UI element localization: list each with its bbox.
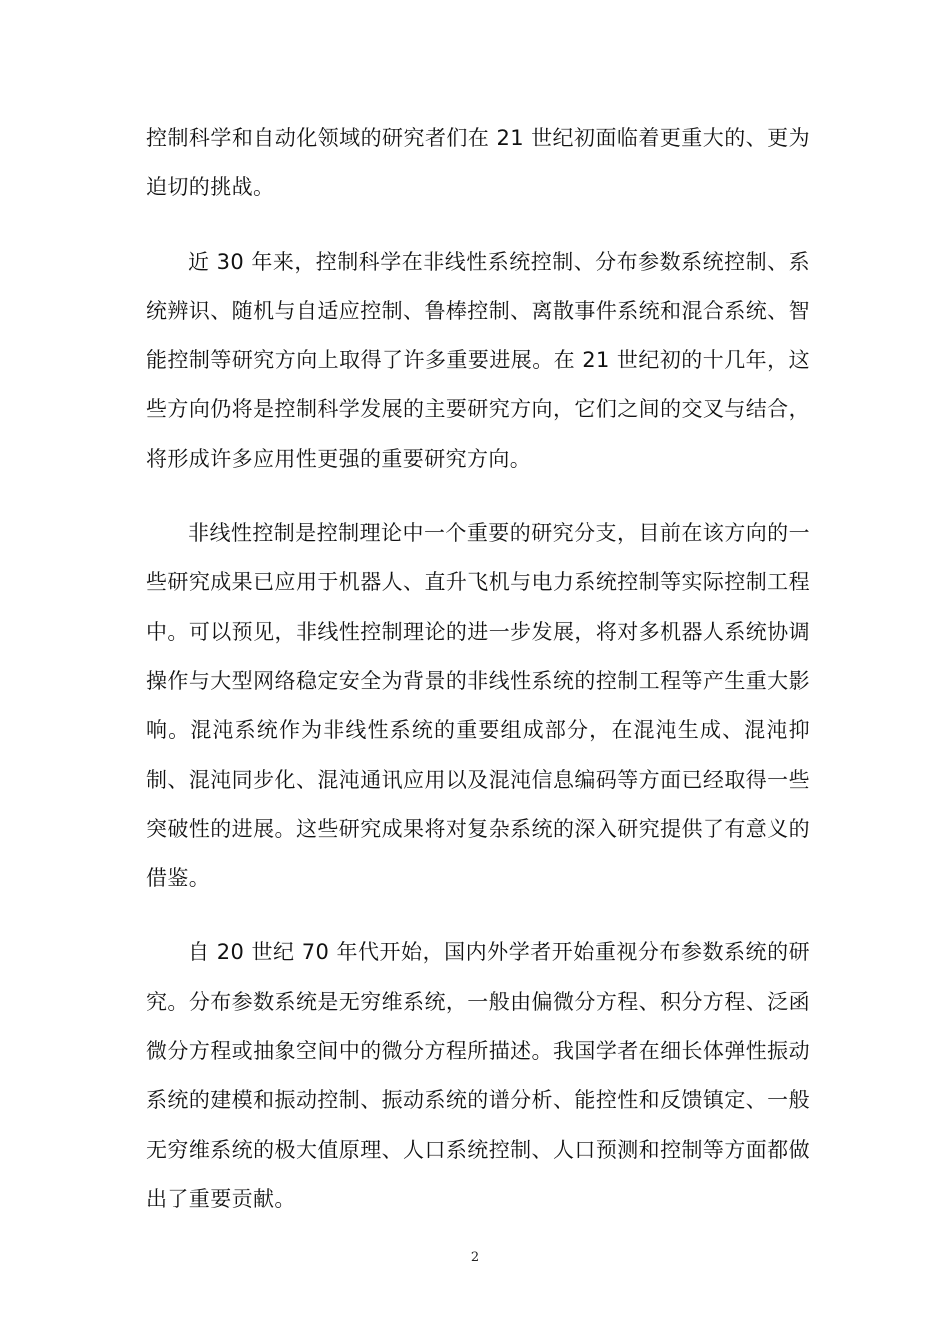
paragraph-1: 控制科学和自动化领域的研究者们在 21 世纪初面临着更重大的、更为迫切的挑战。: [146, 126, 810, 200]
body-text: [146, 114, 810, 1224]
paragraph-3: 非线性控制是控制理论中一个重要的研究分支，目前在该方向的一些研究成果已应用于机器人、直升飞机与电力系统控制等实际控制工程中。可以预见，非线性控制理论的进一步发展，将对多机器人系统协调操作与大型网络稳定安全为背景的非线性系统的控制工程等产生重大影响。混沌系统作为非线性系统的重要组成部分，在混沌生成、混沌抑制、混沌同步化、混沌通讯应用以及混沌信息编码等方面已经取得一些突破性的进展。这些研究成果将对复杂系统的深入研究提供了有意义的借鉴。: [146, 521, 810, 891]
page-number: 2: [470, 1250, 480, 1265]
paragraph-4: 自 20 世纪 70 年代开始，国内外学者开始重视分布参数系统的研究。分布参数系统是无穷维系统，一般由偏微分方程、积分方程、泛函微分方程或抽象空间中的微分方程所描述。我国学者在细长体弹性振动系统的建模和振动控制、振动系统的谱分析、能控性和反馈镇定、一般无穷维系统的极大值原理、人口系统控制、人口预测和控制等方面都做出了重要贡献。: [146, 940, 810, 1211]
paragraph-2: 近 30 年来，控制科学在非线性系统控制、分布参数系统控制、系统辨识、随机与自适应控制、鲁棒控制、离散事件系统和混合系统、智能控制等研究方向上取得了许多重要进展。在 21 世纪初的十几年，这些方向仍将是控制科学发展的主要研究方向，它们之间的交叉与结合，将形成许多应用性更强的重要研究方向。: [146, 249, 810, 471]
